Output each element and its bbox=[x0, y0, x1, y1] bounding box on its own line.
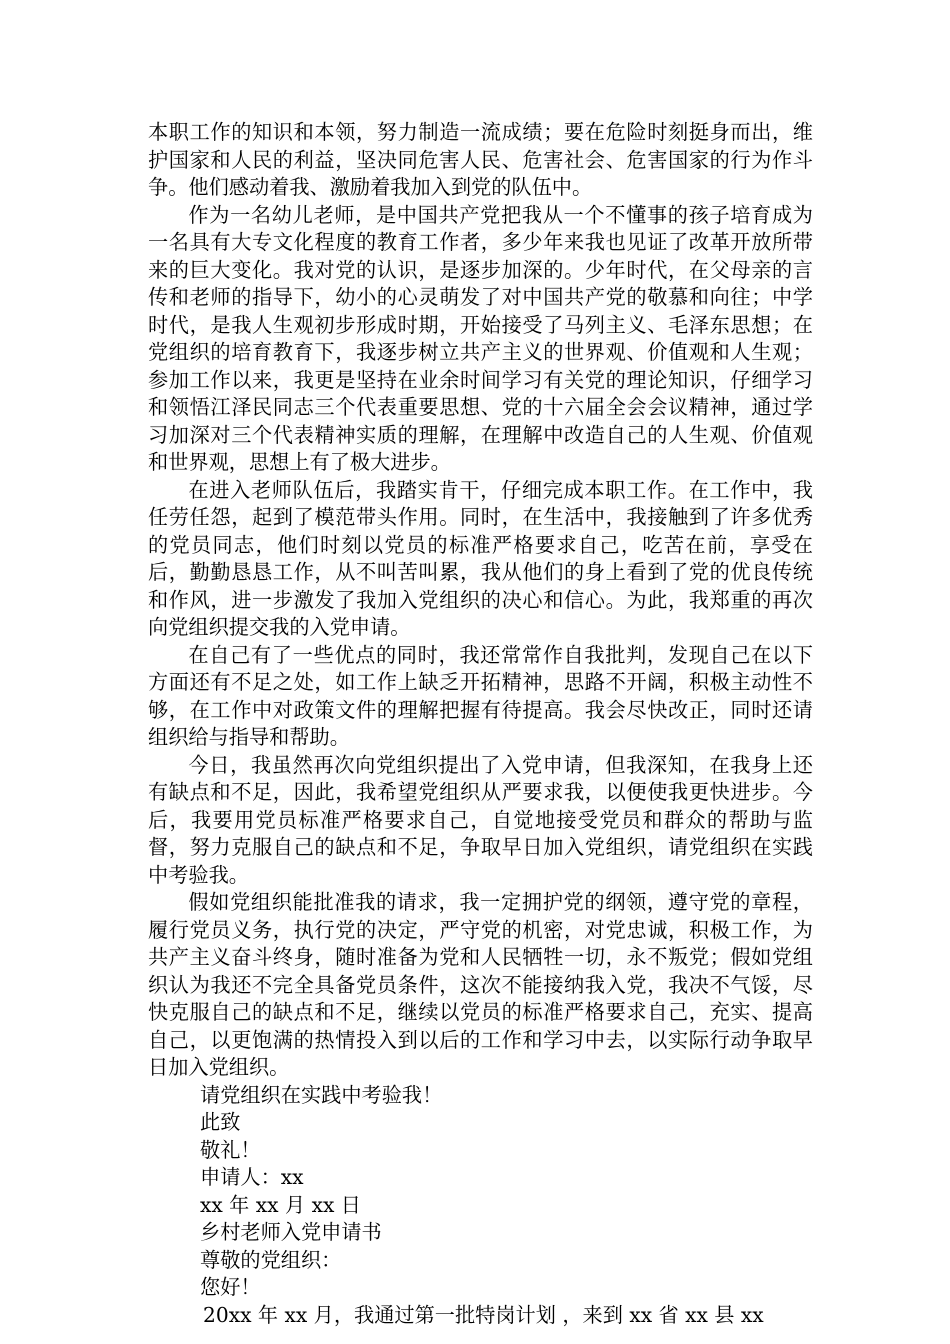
closing-request-line: 请党组织在实践中考验我！ bbox=[200, 1082, 443, 1107]
greeting-hello: 您好！ bbox=[200, 1275, 261, 1299]
paragraph-teacher-work: 在进入老师队伍后，我踏实肯干，仔细完成本职工作。在工作中，我任劳任怨，起到了模范带头作用。同时，在生活中，我接触到了许多优秀的党员同志，他们时刻以党员的标准严格要求自己，吃苦在前，享受在后，勤勤恳恳工作，从不叫苦叫累，我从他们的身上看到了党的优良传统和作风，进一步激发了我加入党组织的决心和信心。为此，我郑重的再次向党组织提交我的入党申请。 bbox=[148, 477, 813, 639]
applicant-line: 申请人：xx bbox=[200, 1165, 304, 1189]
date-line: xx 年 xx 月 xx 日 bbox=[200, 1192, 361, 1217]
next-document-title: 乡村老师入党申请书 bbox=[200, 1220, 382, 1244]
document-body bbox=[148, 119, 813, 1329]
paragraph-party-education: 作为一名幼儿老师，是中国共产党把我从一个不懂事的孩子培育成为一名具有大专文化程度的教育工作者，多少年来我也见证了改革开放所带来的巨大变化。我对党的认识，是逐步加深的。少年时代，在父母亲的言传和老师的指导下，幼小的心灵萌发了对中国共产党的敬慕和向往；中学时代，是我人生观初步形成时期，开始接受了马列主义、毛泽东思想；在党组织的培育教育下，我逐步树立共产主义的世界观、价值观和人生观；参加工作以来，我更是坚持在业余时间学习有关党的理论知识，仔细学习和领悟江泽民同志三个代表重要思想、党的十六届全会会议精神，通过学习加深对三个代表精神实质的理解，在理解中改造自己的人生观、价值观和世界观，思想上有了极大进步。 bbox=[148, 202, 813, 474]
salutation-cizhi: 此致 bbox=[200, 1110, 241, 1134]
paragraph-self-criticism: 在自己有了一些优点的同时，我还常常作自我批判，发现自己在以下方面还有不足之处，如工作上缺乏开拓精神，思路不开阔，积极主动性不够，在工作中对政策文件的理解把握有待提高。我会尽快改正，同时还请组织给与指导和帮助。 bbox=[148, 642, 813, 749]
next-document-opening-line: 20xx 年 xx 月，我通过第一批特岗计划 ，来到 xx 省 xx 县 xx bbox=[203, 1302, 764, 1327]
paragraph-pledge: 假如党组织能批准我的请求，我一定拥护党的纲领，遵守党的章程，履行党员义务，执行党的决定，严守党的机密，对党忠诚，积极工作，为共产主义奋斗终身，随时准备为党和人民牺牲一切，永不叛党；假如党组织认为我还不完全具备党员条件，这次不能接纳我入党，我决不气馁，尽快克服自己的缺点和不足，继续以党员的标准严格要求自己，充实、提高自己，以更饱满的热情投入到以后的工作和学习中去，以实际行动争取早日加入党组织。 bbox=[148, 890, 813, 1079]
paragraph-application: 今日，我虽然再次向党组织提出了入党申请，但我深知，在我身上还有缺点和不足，因此，我希望党组织从严要求我，以便使我更快进步。今后，我要用党员标准严格要求自己，自觉地接受党员和群众的帮助与监督，努力克服自己的缺点和不足，争取早日加入党组织，请党组织在实践中考验我。 bbox=[148, 752, 813, 887]
salutation-jingli: 敬礼！ bbox=[200, 1137, 261, 1162]
paragraph-continuation: 本职工作的知识和本领，努力制造一流成绩；要在危险时刻挺身而出，维护国家和人民的利益，坚决同危害人民、危害社会、危害国家的行为作斗争。他们感动着我、激励着我加入到党的队伍中。 bbox=[148, 120, 813, 199]
greeting-addressee: 尊敬的党组织： bbox=[200, 1247, 342, 1272]
